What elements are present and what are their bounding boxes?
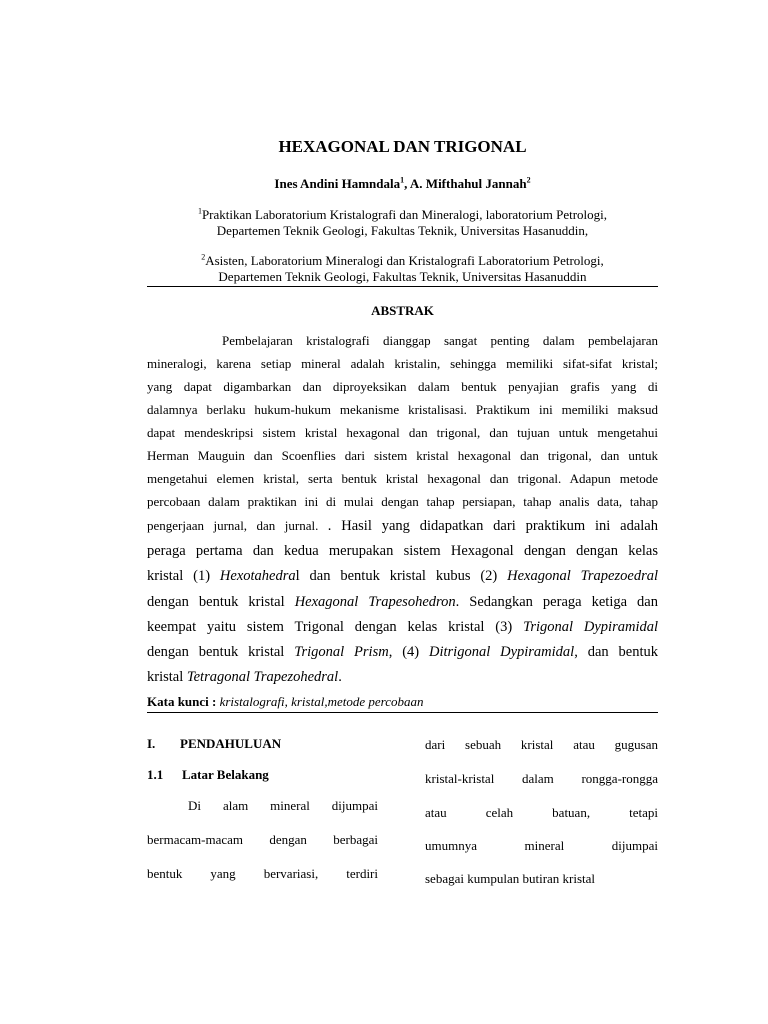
abstract-line: dalamnya berlaku hukum-hukum mekanisme kristalisasi. Praktikum ini memiliki maksud [147, 402, 658, 417]
section-number: I. [147, 736, 156, 751]
body-line: umumnya mineral dijumpai [425, 838, 658, 853]
body-line: kristal-kristal dalam rongga-rongga [425, 771, 658, 786]
keywords [147, 694, 423, 710]
abstract-line: kristal (1) Hexotahedral dan bentuk kristal kubus (2) Hexagonal Trapezoedral [147, 568, 658, 584]
affiliation-1 [147, 207, 658, 239]
section-title: PENDAHULUAN [180, 736, 282, 751]
abstract-line: percobaan dalam praktikan ini di mulai dengan tahap persiapan, tahap analis data, tahap [147, 494, 658, 509]
body-line: bentuk yang bervariasi, terdiri [147, 866, 378, 881]
abstract-line: dengan bentuk kristal Hexagonal Trapesohedron. Sedangkan peraga ketiga dan [147, 594, 658, 610]
abstract-line: dengan bentuk kristal Trigonal Prism, (4) Ditrigonal Dypiramidal, dan bentuk [147, 644, 658, 660]
top-divider [147, 286, 658, 287]
abstract-line: Herman Mauguin dan Scoenflies dari sistem kristal hexagonal dan trigonal, dan untuk [147, 448, 658, 463]
paper-title: HEXAGONAL DAN TRIGONAL [278, 137, 527, 156]
abstract-line: yang dapat digambarkan dan diproyeksikan dalam bentuk penyajian grafis yang di [147, 379, 658, 394]
subsection-number: 1.1 [147, 767, 164, 782]
abstract-line: pengerjaan jurnal, dan jurnal. . Hasil yang didapatkan dari praktikum ini adalah [147, 518, 658, 534]
affiliation-1-line-1: $^1$Praktikan Laboratorium Kristalografi dan Mineralogi, laboratorium Petrologi, [197, 206, 608, 222]
abstract-line: peraga pertama dan kedua merupakan sistem Hexagonal dengan dengan kelas [147, 543, 658, 559]
abstract-line: mengetahui elemen kristal, serta bentuk kristal hexagonal dan trigonal. Adapun metode [147, 471, 658, 486]
abstract-line: dapat mendeskripsi sistem kristal hexagonal dan trigonal, dan tujuan untuk mengetahui [147, 425, 658, 440]
affiliation-2-sup: 2 [201, 252, 206, 262]
affiliation-2-line-2: Departemen Teknik Geologi, Fakultas Teknik, Universitas Hasanuddin [218, 269, 587, 284]
abstract-heading: ABSTRAK [371, 303, 434, 318]
author-2-sup: 2 [526, 175, 531, 185]
author-2: , A. Mifthahul Jannah [404, 176, 527, 191]
abstract-line: mineralogi, karena setiap mineral adalah kristalin, sehingga memiliki sifat-sifat kristal; [147, 356, 658, 371]
author-1-sup: 1 [400, 175, 405, 185]
body-line: sebagai kumpulan butiran kristal [425, 871, 596, 886]
affiliation-1-sup: 1 [197, 206, 202, 216]
affiliation-2-line-1: $^2$Asisten, Laboratorium Mineralogi dan Kristalografi Laboratorium Petrologi, [201, 252, 604, 268]
affiliation-2 [147, 253, 658, 285]
keywords-label: Kata kunci : [147, 694, 217, 709]
bottom-divider [147, 712, 658, 713]
body-line: bermacam-macam dengan berbagai [147, 832, 378, 847]
body-line: Di alam mineral dijumpai [188, 798, 378, 813]
body-line: atau celah batuan, tetapi [425, 805, 658, 820]
abstract-line: Pembelajaran kristalografi dianggap sangat penting dalam pembelajaran [222, 333, 658, 348]
abstract-line: keempat yaitu sistem Trigonal dengan kelas kristal (3) Trigonal Dypiramidal [147, 619, 658, 635]
body-line: dari sebuah kristal atau gugusan [425, 737, 658, 752]
keywords-value: kristalografi, kristal,metode percobaan [216, 694, 424, 709]
affiliation-1-line-2: Departemen Teknik Geologi, Fakultas Teknik, Universitas Hasanuddin, [216, 223, 589, 238]
abstract-line: kristal Tetragonal Trapezohedral. [147, 669, 342, 685]
author-1: Ines Andini Hamndala [274, 176, 401, 191]
subsection-title: Latar Belakang [182, 767, 269, 782]
author-line [147, 176, 658, 192]
